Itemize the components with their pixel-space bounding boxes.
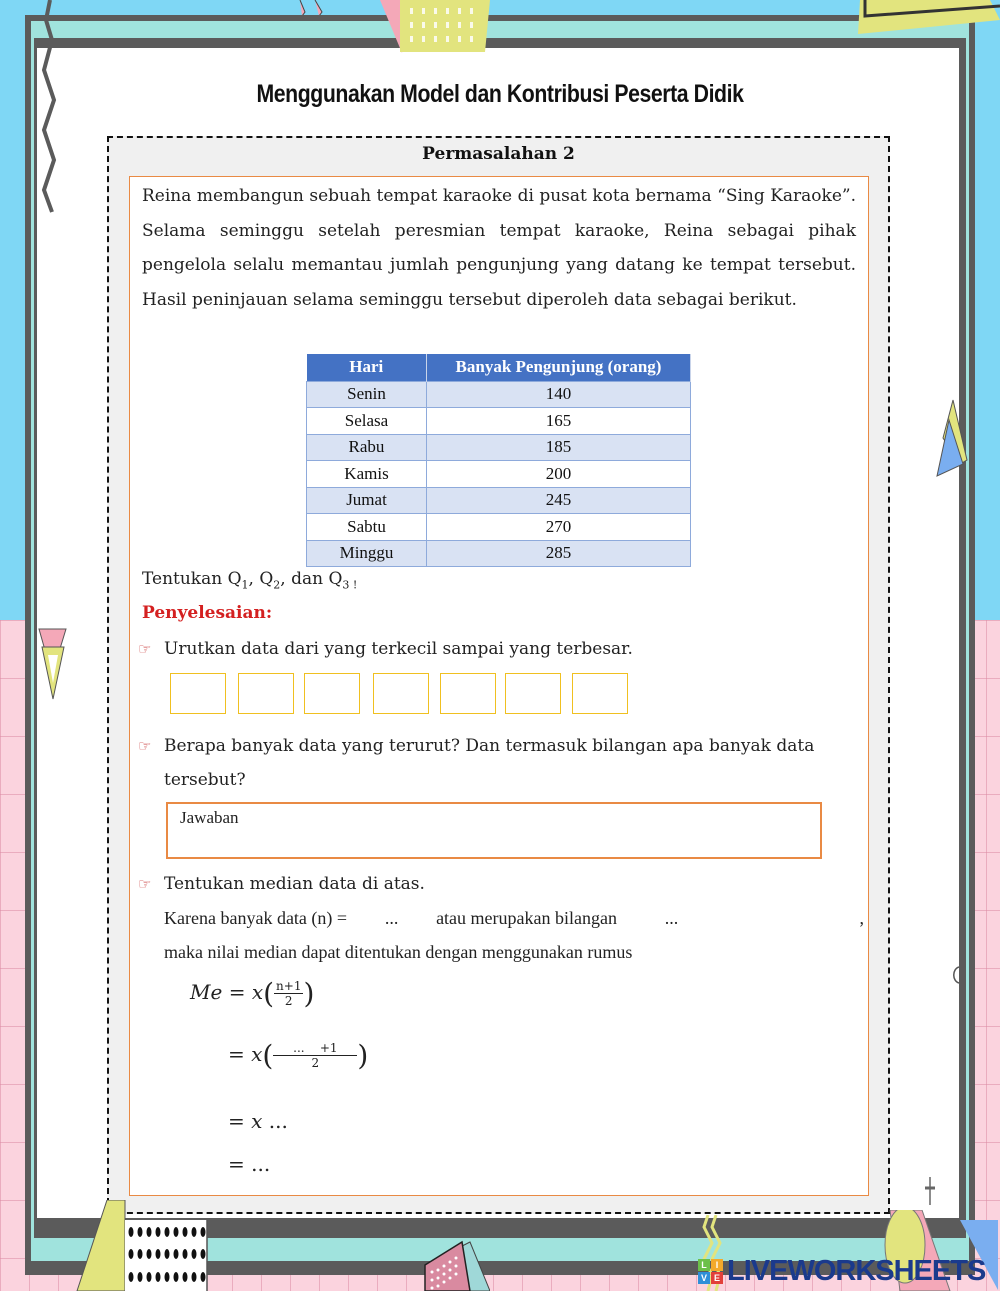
table-row bbox=[307, 487, 691, 514]
table-cell-visitors: 185 bbox=[427, 434, 691, 461]
answer-input[interactable] bbox=[166, 802, 822, 859]
step-text: Tentukan median data di atas. bbox=[164, 874, 425, 894]
median-formula-line3: = x ... bbox=[228, 1109, 288, 1133]
visitors-table bbox=[306, 354, 691, 567]
table-cell-day: Selasa bbox=[307, 408, 427, 435]
table-row bbox=[307, 408, 691, 435]
table-cell-visitors: 200 bbox=[427, 461, 691, 488]
median-formula-line4: = ... bbox=[228, 1152, 271, 1176]
table-row bbox=[307, 514, 691, 541]
table-row bbox=[307, 381, 691, 408]
live-badge-icon: L I V E bbox=[698, 1259, 723, 1284]
zigzag-line-decoration bbox=[38, 0, 63, 215]
table-cell-visitors: 140 bbox=[427, 381, 691, 408]
dotted-pencil-decoration bbox=[75, 1200, 215, 1291]
table-cell-visitors: 165 bbox=[427, 408, 691, 435]
table-cell-visitors: 285 bbox=[427, 540, 691, 567]
content-box bbox=[129, 176, 869, 1196]
order-box-3[interactable] bbox=[304, 673, 360, 714]
table-row bbox=[307, 461, 691, 488]
pink-building-decoration bbox=[400, 1230, 490, 1291]
order-box-5[interactable] bbox=[440, 673, 496, 714]
median-explanation-line2: maka nilai median dapat ditentukan dengan menggunakan rumus bbox=[164, 942, 633, 962]
pointing-hand-icon: ☞ bbox=[138, 875, 152, 893]
table-row bbox=[307, 540, 691, 567]
table-header-visitors: Banyak Pengunjung (orang) bbox=[427, 354, 691, 381]
order-box-6[interactable] bbox=[505, 673, 561, 714]
task-instruction: Tentukan $Q_1$, $Q_2$, dan $Q_{3 !}$ bbox=[142, 569, 358, 592]
solution-label: Penyelesaian: bbox=[142, 603, 273, 623]
order-box-4[interactable] bbox=[373, 673, 429, 714]
page-title: Menggunakan Model dan Kontribusi Peserta Didik bbox=[256, 80, 744, 108]
table-cell-day: Senin bbox=[307, 381, 427, 408]
table-cell-day: Rabu bbox=[307, 434, 427, 461]
table-row bbox=[307, 434, 691, 461]
triangle-decoration-right bbox=[935, 398, 975, 480]
triangle-decoration-left bbox=[36, 625, 72, 705]
yellow-note-decoration bbox=[850, 0, 1000, 36]
liveworksheets-logo[interactable] bbox=[698, 1255, 985, 1287]
formula-result-blank[interactable]: ... bbox=[251, 1152, 271, 1176]
step-text: Urutkan data dari yang terkecil sampai yang terbesar. bbox=[164, 639, 633, 659]
table-cell-day: Kamis bbox=[307, 461, 427, 488]
table-cell-day: Jumat bbox=[307, 487, 427, 514]
clip-decoration bbox=[950, 965, 962, 987]
plus-decoration bbox=[922, 1175, 938, 1207]
table-header-day: Hari bbox=[307, 354, 427, 381]
pointing-hand-icon: ☞ bbox=[138, 737, 152, 755]
step-text: Berapa banyak data yang terurut? Dan termasuk bilangan apa banyak data tersebut? bbox=[164, 736, 815, 790]
table-cell-visitors: 245 bbox=[427, 487, 691, 514]
median-formula-line1: Me = x( $\frac{n+1}{2}$ ) bbox=[190, 977, 315, 1010]
median-formula-line2: = x( $\frac{... +1}{2}$ ) bbox=[228, 1039, 369, 1072]
pencil-decoration bbox=[380, 0, 500, 55]
problem-story: Reina membangun sebuah tempat karaoke di pusat kota bernama “Sing Karaoke”. Selama seminggu setelah peresmian tempat karaoke, Reina sebagai pihak pengelola selalu memantau jumlah pengunjung yang datang ke tempat tersebut. Hasil peninjauan selama seminggu tersebut diperoleh data sebagai berikut. bbox=[142, 186, 856, 310]
order-box-2[interactable] bbox=[238, 673, 294, 714]
problem-panel bbox=[107, 136, 890, 1214]
formula-index-blank[interactable]: ... bbox=[268, 1109, 288, 1133]
formula-n-blank[interactable]: ... bbox=[293, 1041, 305, 1055]
number-type-blank[interactable]: ... bbox=[664, 908, 679, 928]
order-box-7[interactable] bbox=[572, 673, 628, 714]
logo-text: LIVEWORKSHEETS bbox=[727, 1254, 986, 1287]
pointing-hand-icon: ☞ bbox=[138, 640, 152, 658]
order-boxes bbox=[170, 673, 640, 715]
n-blank[interactable]: ... bbox=[384, 908, 399, 928]
answer-placeholder: Jawaban bbox=[180, 808, 239, 827]
zigzag-decoration bbox=[295, 0, 335, 16]
table-cell-day: Minggu bbox=[307, 540, 427, 567]
table-cell-day: Sabtu bbox=[307, 514, 427, 541]
order-box-1[interactable] bbox=[170, 673, 226, 714]
table-cell-visitors: 270 bbox=[427, 514, 691, 541]
median-explanation-line1: Karena banyak data (n) = ... atau merupakan bilangan ... , bbox=[164, 908, 864, 928]
problem-heading: Permasalahan 2 bbox=[422, 144, 575, 164]
